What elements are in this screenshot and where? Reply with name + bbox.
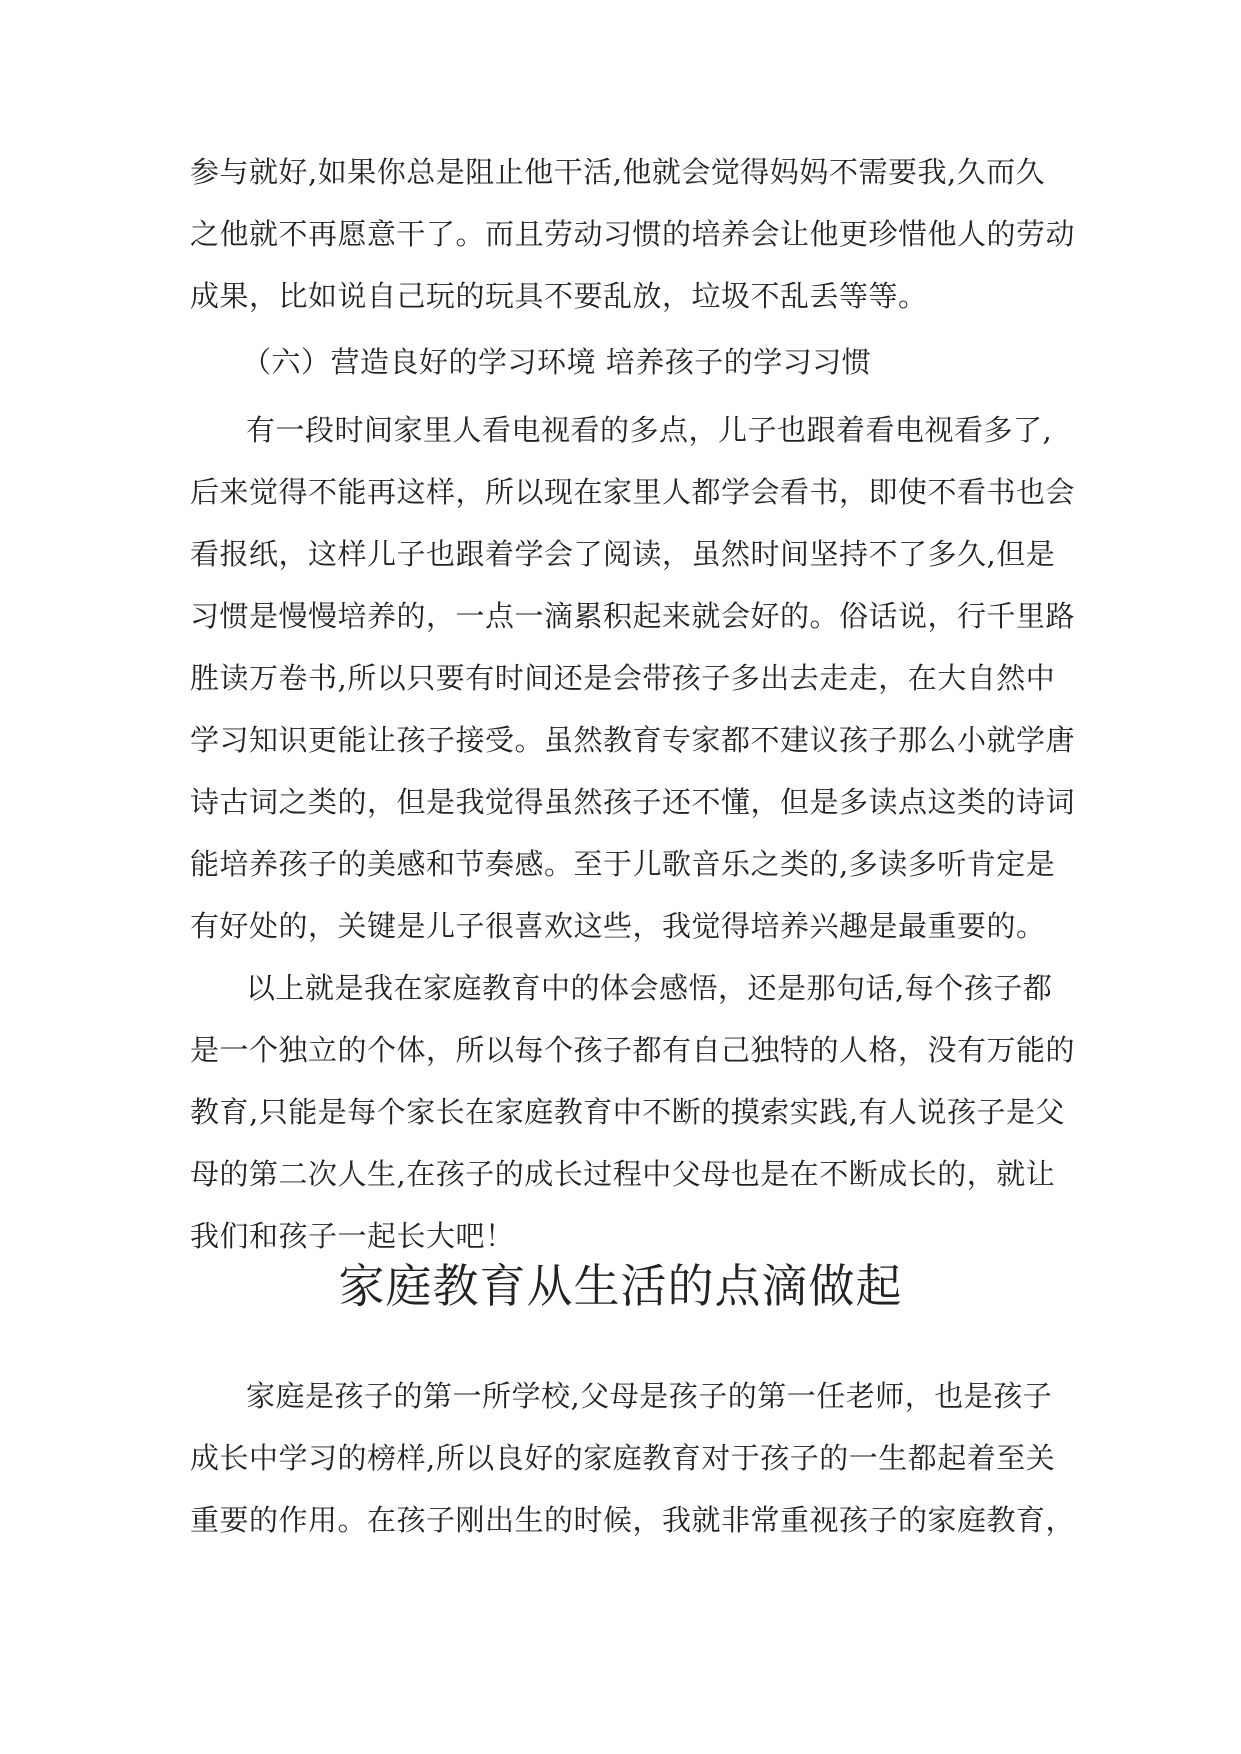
text-line: 以上就是我在家庭教育中的体会感悟，还是那句话,每个孩子都 bbox=[246, 971, 1053, 1005]
text-line: 有一段时间家里人看电视看的多点，儿子也跟着看电视看多了, bbox=[246, 413, 1053, 447]
text-line: 成长中学习的榜样,所以良好的家庭教育对于孩子的一生都起着至关 bbox=[190, 1441, 1056, 1475]
text-line: 母的第二次人生,在孩子的成长过程中父母也是在不断成长的，就让 bbox=[190, 1157, 1056, 1191]
section-heading: （六）营造良好的学习环境 培养孩子的学习习惯 bbox=[242, 345, 872, 379]
text-line: 能培养孩子的美感和节奏感。至于儿歌音乐之类的,多读多听肯定是 bbox=[190, 847, 1056, 881]
text-line: 诗古词之类的，但是我觉得虽然孩子还不懂，但是多读点这类的诗词 bbox=[190, 785, 1076, 819]
text-line: 成果，比如说自己玩的玩具不要乱放，垃圾不乱丢等等。 bbox=[190, 279, 928, 313]
text-line: 重要的作用。在孩子刚出生的时候，我就非常重视孩子的家庭教育， bbox=[190, 1503, 1076, 1537]
document-title: 家庭教育从生活的点滴做起 bbox=[338, 1259, 903, 1313]
text-line: 习惯是慢慢培养的，一点一滴累积起来就会好的。俗话说，行千里路 bbox=[190, 599, 1076, 633]
text-line: 参与就好,如果你总是阻止他干活,他就会觉得妈妈不需要我,久而久 bbox=[190, 155, 1046, 189]
text-line: 教育,只能是每个家长在家庭教育中不断的摸索实践,有人说孩子是父 bbox=[190, 1095, 1065, 1129]
text-line: 家庭是孩子的第一所学校,父母是孩子的第一任老师，也是孩子 bbox=[246, 1379, 1053, 1413]
text-line: 有好处的，关键是儿子很喜欢这些，我觉得培养兴趣是最重要的。 bbox=[190, 909, 1046, 943]
text-line: 之他就不再愿意干了。而且劳动习惯的培养会让他更珍惜他人的劳动 bbox=[190, 217, 1076, 251]
text-line: 是一个独立的个体，所以每个孩子都有自己独特的人格，没有万能的 bbox=[190, 1033, 1076, 1067]
text-line: 看报纸，这样儿子也跟着学会了阅读，虽然时间坚持不了多久,但是 bbox=[190, 537, 1056, 571]
text-line: 我们和孩子一起长大吧！ bbox=[190, 1219, 515, 1253]
text-line: 后来觉得不能再这样，所以现在家里人都学会看书，即使不看书也会 bbox=[190, 475, 1076, 509]
text-line: 学习知识更能让孩子接受。虽然教育专家都不建议孩子那么小就学唐 bbox=[190, 723, 1076, 757]
text-line: 胜读万卷书,所以只要有时间还是会带孩子多出去走走，在大自然中 bbox=[190, 661, 1056, 695]
